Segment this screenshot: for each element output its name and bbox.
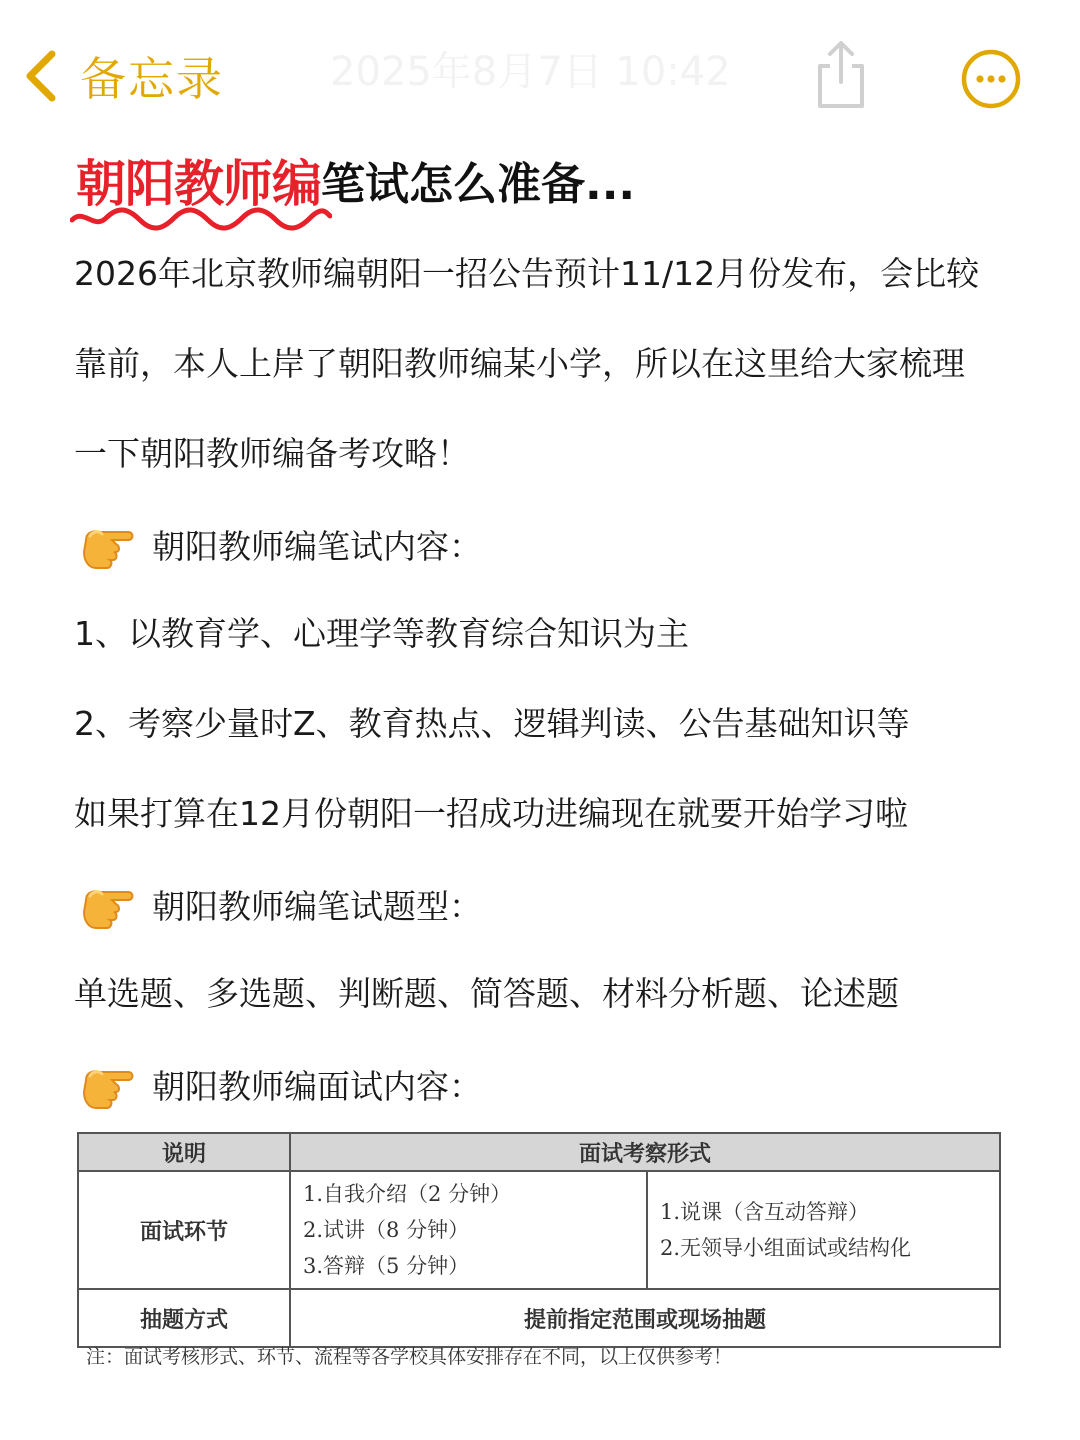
top-bar [0, 0, 1080, 140]
list-item: 1.自我介绍（2 分钟） [303, 1182, 512, 1206]
section-interview-content [80, 1054, 482, 1114]
title-rest: 笔试怎么准备... [321, 159, 636, 210]
written-note: 如果打算在12月份朝阳一招成功进编现在就要开始学习啦 [74, 794, 908, 833]
table-header-row [78, 1133, 1000, 1171]
intro-line-3: 一下朝阳教师编备考攻略！ [74, 434, 470, 473]
list-item: 1.说课（含互动答辩） [660, 1200, 870, 1224]
written-item-1: 1、以教育学、心理学等教育综合知识为主 [74, 614, 689, 653]
intro-line-1: 2026年北京教师编朝阳一招公告预计11/12月份发布，会比较 [74, 254, 980, 293]
title-highlight [76, 144, 321, 216]
more-icon[interactable] [960, 48, 1022, 110]
interview-table [77, 1132, 1001, 1348]
table-row [78, 1171, 1000, 1289]
written-types-text: 单选题、多选题、判断题、简答题、材料分析题、论述题 [74, 974, 899, 1013]
section-label: 朝阳教师编笔试题型： [152, 886, 482, 926]
pointing-finger-icon [80, 518, 136, 570]
table-header: 说明 [78, 1133, 290, 1171]
wavy-underline-icon [70, 204, 332, 232]
pointing-finger-icon [80, 1058, 136, 1110]
table-row [78, 1289, 1000, 1347]
pointing-finger-icon [80, 878, 136, 930]
note-timestamp: 2025年8月7日 10:42 [330, 49, 731, 95]
list-item: 2.试讲（8 分钟） [303, 1218, 470, 1242]
section-written-types [80, 874, 482, 934]
title-highlight-text: 朝阳教师编 [76, 155, 321, 213]
back-button[interactable] [22, 44, 224, 108]
table-cell [647, 1171, 1000, 1289]
table-cell-label: 面试环节 [78, 1171, 290, 1289]
table-cell-label: 抽题方式 [78, 1289, 290, 1347]
written-item-2: 2、考察少量时Z、教育热点、逻辑判读、公告基础知识等 [74, 704, 910, 743]
list-item: 3.答辩（5 分钟） [303, 1254, 470, 1278]
table-footnote: 注：面试考核形式、环节、流程等各学校具体安排存在不同，以上仅供参考！ [86, 1346, 733, 1368]
section-written-content [80, 514, 482, 574]
list-item: 2.无领导小组面试或结构化 [660, 1236, 912, 1260]
back-label: 备忘录 [80, 52, 224, 106]
table-cell [290, 1171, 647, 1289]
note-title [76, 140, 635, 220]
intro-line-2: 靠前，本人上岸了朝阳教师编某小学，所以在这里给大家梳理 [74, 344, 965, 383]
chevron-left-icon [22, 48, 62, 104]
table-header: 面试考察形式 [290, 1133, 1000, 1171]
section-label: 朝阳教师编笔试内容： [152, 526, 482, 566]
table-cell: 提前指定范围或现场抽题 [290, 1289, 1000, 1347]
section-label: 朝阳教师编面试内容： [152, 1066, 482, 1106]
share-icon[interactable] [812, 38, 870, 110]
